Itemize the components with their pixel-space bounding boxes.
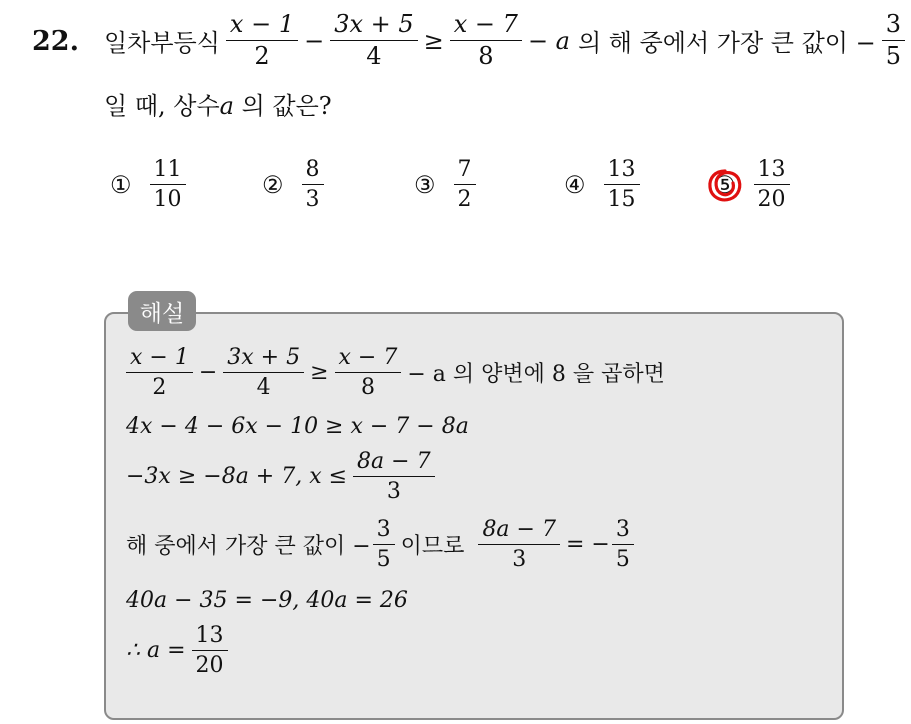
fraction-4-num: 3 [882,12,905,41]
choice-3-num: 7 [454,158,476,185]
fraction-1 [226,12,298,69]
line2-tail: 의 값은? [241,92,332,120]
sol-geq: ≥ [310,360,329,386]
fraction-4-den: 5 [885,42,901,71]
sol-fraction-7-den: 5 [615,547,630,573]
choice-1-num: 11 [150,158,186,185]
sol-fraction-7 [612,518,634,571]
sol-fraction-3-num: x − 7 [335,346,402,373]
choice-4-den: 15 [607,187,636,213]
sol-fraction-1-num: x − 1 [126,346,193,373]
fraction-3-num: x − 7 [450,12,522,41]
choice-5-den: 20 [757,187,786,213]
fraction-4 [882,12,905,69]
problem-line-2 [104,86,332,121]
choice-2-num: 8 [302,158,324,185]
choice-5-fraction [754,158,790,211]
minus-a: − a [527,26,570,55]
sol-fraction-3 [335,346,402,399]
fraction-2-den: 4 [366,42,382,71]
choice-2-den: 3 [305,187,320,213]
geq-sign: ≥ [423,26,444,55]
sol-line-4-mid: 이므로 [400,534,465,560]
solution-line-6 [126,624,234,677]
solution-line-4 [126,518,640,571]
sol-fraction-1-den: 2 [152,375,167,401]
sol-fraction-8-den: 20 [195,653,224,679]
solution-line-5: 40a − 35 = −9, 40a = 26 [126,588,408,613]
sol-fraction-4 [353,450,435,503]
choice-3-den: 2 [457,187,472,213]
sol-fraction-6 [478,518,560,571]
minus-sign: − [304,26,325,55]
sol-line-4-head: 해 중에서 가장 큰 값이 − [126,534,371,560]
sol-fraction-2-den: 4 [256,375,271,401]
solution-tag: 해설 [128,291,196,331]
solution-content [126,346,826,696]
sol-fraction-8 [192,624,228,677]
fraction-2 [330,12,417,69]
sol-line-3-head: −3x ≥ −8a + 7, x ≤ [126,464,348,490]
line2-var: a [219,92,234,120]
sol-fraction-5-den: 5 [376,547,391,573]
solution-line-1 [126,346,665,399]
choice-5-mark: ⑤ [714,170,736,199]
sol-fraction-5-num: 3 [373,518,395,545]
choice-2-mark: ② [262,170,284,199]
fraction-1-num: x − 1 [226,12,298,41]
choice-3-mark: ③ [414,170,436,199]
choice-2[interactable] [262,158,330,211]
problem-lead: 일차부등식 [104,29,220,58]
choice-3-fraction [454,158,476,211]
fraction-1-den: 2 [254,42,270,71]
choice-1-mark: ① [110,170,132,199]
sol-fraction-7-num: 3 [612,518,634,545]
choice-4-mark: ④ [564,170,586,199]
choice-1[interactable] [110,158,192,211]
choice-3[interactable] [414,158,482,211]
problem-mid: 의 해 중에서 가장 큰 값이 − [577,29,876,58]
problem-number: 22. [32,26,79,57]
fraction-3 [450,12,522,69]
solution-line-3 [126,450,441,503]
sol-fraction-5 [373,518,395,571]
answer-circle-mark [707,168,743,204]
sol-fraction-2-num: 3x + 5 [223,346,304,373]
choice-4-fraction [604,158,640,211]
sol-fraction-4-num: 8a − 7 [353,450,435,477]
choice-1-fraction [150,158,186,211]
sol-fraction-3-den: 8 [360,375,375,401]
sol-minus: − [198,360,218,386]
sol-line-6-head: ∴ a = [126,638,186,664]
sol-fraction-1 [126,346,193,399]
sol-fraction-8-num: 13 [192,624,228,651]
choice-1-den: 10 [153,187,182,213]
sol-fraction-2 [223,346,304,399]
sol-fraction-6-num: 8a − 7 [478,518,560,545]
choice-5-num: 13 [754,158,790,185]
choice-4-num: 13 [604,158,640,185]
problem-line-1 [104,12,911,69]
choice-2-fraction [302,158,324,211]
fraction-3-den: 8 [478,42,494,71]
choice-4[interactable] [564,158,646,211]
fraction-2-num: 3x + 5 [330,12,417,41]
solution-line-2: 4x − 4 − 6x − 10 ≥ x − 7 − 8a [126,414,469,439]
sol-line-4-eq: = − [565,532,610,558]
sol-fraction-6-den: 3 [512,547,527,573]
sol-fraction-4-den: 3 [386,479,401,505]
line2-head: 일 때, 상수 [104,92,220,120]
sol-line-1-tail: − a 의 양변에 8 을 곱하면 [407,362,665,388]
